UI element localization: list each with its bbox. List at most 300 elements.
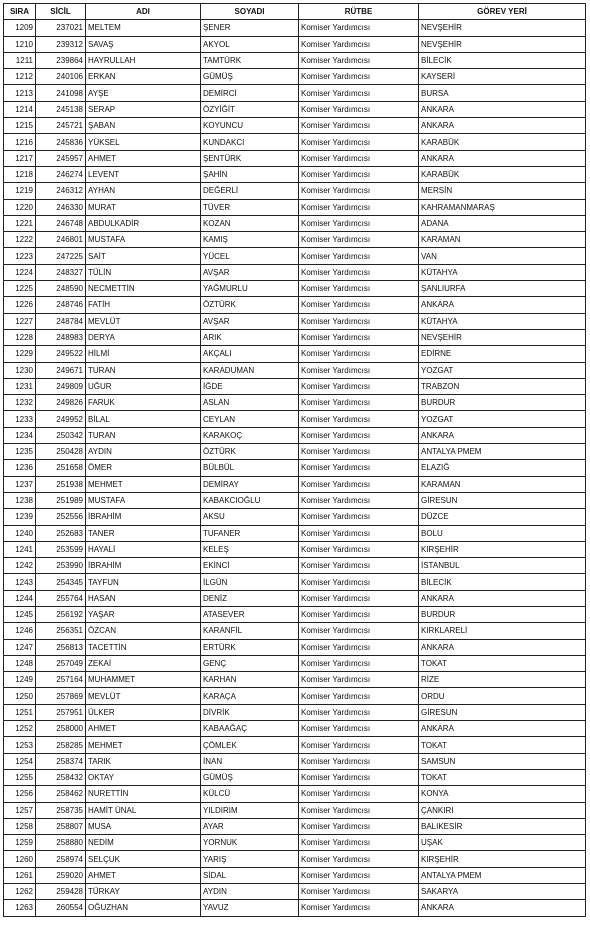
sicil-cell: 256351 <box>36 623 86 639</box>
sira-cell: 1236 <box>4 460 36 476</box>
sira-cell: 1260 <box>4 851 36 867</box>
soyadi-cell: GENÇ <box>201 655 299 671</box>
table-row <box>4 281 586 297</box>
soyadi-cell: AVŞAR <box>201 264 299 280</box>
soyadi-cell: KARAÇA <box>201 688 299 704</box>
adi-cell: ERKAN <box>86 69 201 85</box>
soyadi-cell: YÜCEL <box>201 248 299 264</box>
soyadi-cell: ARIK <box>201 329 299 345</box>
gorev-yeri-cell: SAKARYA <box>419 884 586 900</box>
adi-cell: SAİT <box>86 248 201 264</box>
table-row <box>4 802 586 818</box>
sira-cell: 1237 <box>4 476 36 492</box>
table-row <box>4 36 586 52</box>
soyadi-cell: YARIŞ <box>201 851 299 867</box>
adi-cell: ÖZCAN <box>86 623 201 639</box>
sicil-cell: 259428 <box>36 884 86 900</box>
soyadi-cell: ÖZYİĞİT <box>201 101 299 117</box>
gorev-yeri-cell: ÇANKIRI <box>419 802 586 818</box>
sira-cell: 1233 <box>4 411 36 427</box>
gorev-yeri-cell: ANTALYA PMEM <box>419 867 586 883</box>
rutbe-cell: Komiser Yardımcısı <box>299 590 419 606</box>
soyadi-cell: ŞENER <box>201 20 299 36</box>
sicil-cell: 253599 <box>36 541 86 557</box>
adi-cell: OKTAY <box>86 769 201 785</box>
table-row <box>4 297 586 313</box>
sicil-cell: 256813 <box>36 639 86 655</box>
soyadi-cell: İNAN <box>201 753 299 769</box>
column-header-rutbe: RÜTBE <box>299 4 419 20</box>
rutbe-cell: Komiser Yardımcısı <box>299 362 419 378</box>
gorev-yeri-cell: ANKARA <box>419 900 586 916</box>
sira-cell: 1227 <box>4 313 36 329</box>
sicil-cell: 250342 <box>36 427 86 443</box>
sicil-cell: 245721 <box>36 118 86 134</box>
table-row <box>4 672 586 688</box>
table-row <box>4 721 586 737</box>
gorev-yeri-cell: ANKARA <box>419 427 586 443</box>
soyadi-cell: KARADUMAN <box>201 362 299 378</box>
table-row <box>4 737 586 753</box>
soyadi-cell: KARAKOÇ <box>201 427 299 443</box>
soyadi-cell: AYAR <box>201 818 299 834</box>
sira-cell: 1262 <box>4 884 36 900</box>
rutbe-cell: Komiser Yardımcısı <box>299 313 419 329</box>
adi-cell: TARIK <box>86 753 201 769</box>
adi-cell: ABDULKADİR <box>86 215 201 231</box>
adi-cell: MUSTAFA <box>86 492 201 508</box>
sicil-cell: 258285 <box>36 737 86 753</box>
gorev-yeri-cell: KARABÜK <box>419 134 586 150</box>
table-row <box>4 606 586 622</box>
sira-cell: 1229 <box>4 346 36 362</box>
table-row <box>4 492 586 508</box>
sira-cell: 1253 <box>4 737 36 753</box>
soyadi-cell: YILDIRIM <box>201 802 299 818</box>
gorev-yeri-cell: ŞANLIURFA <box>419 281 586 297</box>
table-row <box>4 558 586 574</box>
soyadi-cell: CEYLAN <box>201 411 299 427</box>
sira-cell: 1223 <box>4 248 36 264</box>
rutbe-cell: Komiser Yardımcısı <box>299 150 419 166</box>
gorev-yeri-cell: YOZGAT <box>419 362 586 378</box>
rutbe-cell: Komiser Yardımcısı <box>299 183 419 199</box>
sira-cell: 1211 <box>4 52 36 68</box>
gorev-yeri-cell: BOLU <box>419 525 586 541</box>
rutbe-cell: Komiser Yardımcısı <box>299 166 419 182</box>
sira-cell: 1222 <box>4 232 36 248</box>
rutbe-cell: Komiser Yardımcısı <box>299 574 419 590</box>
gorev-yeri-cell: GİRESUN <box>419 492 586 508</box>
soyadi-cell: DİVRİK <box>201 704 299 720</box>
adi-cell: SERAP <box>86 101 201 117</box>
table-row <box>4 460 586 476</box>
sira-cell: 1224 <box>4 264 36 280</box>
adi-cell: HAMİT ÜNAL <box>86 802 201 818</box>
gorev-yeri-cell: EDİRNE <box>419 346 586 362</box>
adi-cell: İBRAHİM <box>86 509 201 525</box>
adi-cell: AHMET <box>86 867 201 883</box>
table-row <box>4 134 586 150</box>
gorev-yeri-cell: BURDUR <box>419 606 586 622</box>
table-row <box>4 313 586 329</box>
adi-cell: ÖMER <box>86 460 201 476</box>
sira-cell: 1216 <box>4 134 36 150</box>
sicil-cell: 257951 <box>36 704 86 720</box>
gorev-yeri-cell: NEVŞEHİR <box>419 20 586 36</box>
soyadi-cell: SİDAL <box>201 867 299 883</box>
adi-cell: AHMET <box>86 150 201 166</box>
table-row <box>4 101 586 117</box>
soyadi-cell: ASLAN <box>201 395 299 411</box>
gorev-yeri-cell: YOZGAT <box>419 411 586 427</box>
table-row <box>4 769 586 785</box>
soyadi-cell: GÜMÜŞ <box>201 69 299 85</box>
adi-cell: MUHAMMET <box>86 672 201 688</box>
personnel-table <box>3 3 586 917</box>
adi-cell: ÜLKER <box>86 704 201 720</box>
rutbe-cell: Komiser Yardımcısı <box>299 541 419 557</box>
rutbe-cell: Komiser Yardımcısı <box>299 378 419 394</box>
adi-cell: MEVLÜT <box>86 688 201 704</box>
sira-cell: 1213 <box>4 85 36 101</box>
table-row <box>4 264 586 280</box>
sira-cell: 1220 <box>4 199 36 215</box>
gorev-yeri-cell: ANKARA <box>419 721 586 737</box>
adi-cell: TURAN <box>86 362 201 378</box>
sira-cell: 1214 <box>4 101 36 117</box>
soyadi-cell: KARHAN <box>201 672 299 688</box>
adi-cell: HİLMİ <box>86 346 201 362</box>
gorev-yeri-cell: TOKAT <box>419 769 586 785</box>
adi-cell: LEVENT <box>86 166 201 182</box>
soyadi-cell: İĞDE <box>201 378 299 394</box>
adi-cell: İBRAHİM <box>86 558 201 574</box>
sicil-cell: 249952 <box>36 411 86 427</box>
sicil-cell: 248746 <box>36 297 86 313</box>
table-row <box>4 753 586 769</box>
table-body <box>4 20 586 916</box>
gorev-yeri-cell: ANKARA <box>419 150 586 166</box>
rutbe-cell: Komiser Yardımcısı <box>299 297 419 313</box>
table-row <box>4 232 586 248</box>
table-row <box>4 52 586 68</box>
adi-cell: AYHAN <box>86 183 201 199</box>
sicil-cell: 252683 <box>36 525 86 541</box>
sicil-cell: 258735 <box>36 802 86 818</box>
rutbe-cell: Komiser Yardımcısı <box>299 737 419 753</box>
soyadi-cell: KUNDAKCI <box>201 134 299 150</box>
sira-cell: 1263 <box>4 900 36 916</box>
table-row <box>4 183 586 199</box>
column-header-sicil: SİCİL <box>36 4 86 20</box>
table-row <box>4 215 586 231</box>
adi-cell: YAŞAR <box>86 606 201 622</box>
sicil-cell: 256192 <box>36 606 86 622</box>
gorev-yeri-cell: ANKARA <box>419 639 586 655</box>
table-row <box>4 884 586 900</box>
rutbe-cell: Komiser Yardımcısı <box>299 525 419 541</box>
rutbe-cell: Komiser Yardımcısı <box>299 460 419 476</box>
soyadi-cell: KABAKCIOĞLU <box>201 492 299 508</box>
sira-cell: 1228 <box>4 329 36 345</box>
rutbe-cell: Komiser Yardımcısı <box>299 900 419 916</box>
soyadi-cell: KARANFİL <box>201 623 299 639</box>
column-header-soyadi: SOYADI <box>201 4 299 20</box>
sira-cell: 1245 <box>4 606 36 622</box>
sira-cell: 1250 <box>4 688 36 704</box>
soyadi-cell: BÜLBÜL <box>201 460 299 476</box>
soyadi-cell: ÖZTÜRK <box>201 297 299 313</box>
table-row <box>4 166 586 182</box>
sira-cell: 1241 <box>4 541 36 557</box>
rutbe-cell: Komiser Yardımcısı <box>299 52 419 68</box>
adi-cell: MUSA <box>86 818 201 834</box>
rutbe-cell: Komiser Yardımcısı <box>299 851 419 867</box>
adi-cell: OĞUZHAN <box>86 900 201 916</box>
gorev-yeri-cell: RİZE <box>419 672 586 688</box>
gorev-yeri-cell: KIRŞEHİR <box>419 541 586 557</box>
soyadi-cell: DEĞERLİ <box>201 183 299 199</box>
soyadi-cell: DEMİRCİ <box>201 85 299 101</box>
sira-cell: 1232 <box>4 395 36 411</box>
sicil-cell: 246330 <box>36 199 86 215</box>
sicil-cell: 246801 <box>36 232 86 248</box>
adi-cell: TAYFUN <box>86 574 201 590</box>
soyadi-cell: AKYOL <box>201 36 299 52</box>
adi-cell: NEDİM <box>86 835 201 851</box>
adi-cell: MURAT <box>86 199 201 215</box>
table-row <box>4 835 586 851</box>
gorev-yeri-cell: ADANA <box>419 215 586 231</box>
table-row <box>4 818 586 834</box>
sicil-cell: 258880 <box>36 835 86 851</box>
table-row <box>4 900 586 916</box>
sira-cell: 1215 <box>4 118 36 134</box>
sira-cell: 1238 <box>4 492 36 508</box>
rutbe-cell: Komiser Yardımcısı <box>299 704 419 720</box>
sicil-cell: 245836 <box>36 134 86 150</box>
soyadi-cell: DEMİRAY <box>201 476 299 492</box>
rutbe-cell: Komiser Yardımcısı <box>299 199 419 215</box>
rutbe-cell: Komiser Yardımcısı <box>299 248 419 264</box>
sira-cell: 1261 <box>4 867 36 883</box>
gorev-yeri-cell: DÜZCE <box>419 509 586 525</box>
sicil-cell: 241098 <box>36 85 86 101</box>
rutbe-cell: Komiser Yardımcısı <box>299 688 419 704</box>
table-row <box>4 867 586 883</box>
sicil-cell: 249826 <box>36 395 86 411</box>
gorev-yeri-cell: KARAMAN <box>419 476 586 492</box>
table-row <box>4 329 586 345</box>
rutbe-cell: Komiser Yardımcısı <box>299 36 419 52</box>
sira-cell: 1249 <box>4 672 36 688</box>
soyadi-cell: ATASEVER <box>201 606 299 622</box>
sicil-cell: 248784 <box>36 313 86 329</box>
rutbe-cell: Komiser Yardımcısı <box>299 867 419 883</box>
rutbe-cell: Komiser Yardımcısı <box>299 786 419 802</box>
sicil-cell: 258807 <box>36 818 86 834</box>
rutbe-cell: Komiser Yardımcısı <box>299 85 419 101</box>
sira-cell: 1225 <box>4 281 36 297</box>
gorev-yeri-cell: BİLECİK <box>419 574 586 590</box>
table-row <box>4 541 586 557</box>
table-row <box>4 346 586 362</box>
table-row <box>4 655 586 671</box>
gorev-yeri-cell: SAMSUN <box>419 753 586 769</box>
soyadi-cell: TUFANER <box>201 525 299 541</box>
adi-cell: ŞABAN <box>86 118 201 134</box>
sira-cell: 1252 <box>4 721 36 737</box>
rutbe-cell: Komiser Yardımcısı <box>299 606 419 622</box>
rutbe-cell: Komiser Yardımcısı <box>299 623 419 639</box>
adi-cell: HAYRULLAH <box>86 52 201 68</box>
soyadi-cell: TAMTÜRK <box>201 52 299 68</box>
sira-cell: 1235 <box>4 444 36 460</box>
sira-cell: 1209 <box>4 20 36 36</box>
rutbe-cell: Komiser Yardımcısı <box>299 69 419 85</box>
table-row <box>4 639 586 655</box>
table-row <box>4 786 586 802</box>
rutbe-cell: Komiser Yardımcısı <box>299 509 419 525</box>
sicil-cell: 251658 <box>36 460 86 476</box>
sira-cell: 1244 <box>4 590 36 606</box>
table-row <box>4 623 586 639</box>
sicil-cell: 258974 <box>36 851 86 867</box>
rutbe-cell: Komiser Yardımcısı <box>299 411 419 427</box>
sira-cell: 1256 <box>4 786 36 802</box>
sicil-cell: 246312 <box>36 183 86 199</box>
adi-cell: ZEKAİ <box>86 655 201 671</box>
adi-cell: TÜLİN <box>86 264 201 280</box>
gorev-yeri-cell: ANKARA <box>419 590 586 606</box>
gorev-yeri-cell: KAHRAMANMARAŞ <box>419 199 586 215</box>
adi-cell: SELÇUK <box>86 851 201 867</box>
rutbe-cell: Komiser Yardımcısı <box>299 118 419 134</box>
sicil-cell: 249522 <box>36 346 86 362</box>
sira-cell: 1255 <box>4 769 36 785</box>
rutbe-cell: Komiser Yardımcısı <box>299 476 419 492</box>
gorev-yeri-cell: KAYSERİ <box>419 69 586 85</box>
column-header-gorev-yeri: GÖREV YERİ <box>419 4 586 20</box>
soyadi-cell: İLGÜN <box>201 574 299 590</box>
adi-cell: TACETTİN <box>86 639 201 655</box>
sicil-cell: 246274 <box>36 166 86 182</box>
rutbe-cell: Komiser Yardımcısı <box>299 232 419 248</box>
rutbe-cell: Komiser Yardımcısı <box>299 329 419 345</box>
sicil-cell: 251989 <box>36 492 86 508</box>
rutbe-cell: Komiser Yardımcısı <box>299 655 419 671</box>
soyadi-cell: AYDIN <box>201 884 299 900</box>
sicil-cell: 246748 <box>36 215 86 231</box>
adi-cell: UĞUR <box>86 378 201 394</box>
sicil-cell: 248327 <box>36 264 86 280</box>
gorev-yeri-cell: BURDUR <box>419 395 586 411</box>
sicil-cell: 248983 <box>36 329 86 345</box>
sicil-cell: 257164 <box>36 672 86 688</box>
gorev-yeri-cell: ANTALYA PMEM <box>419 444 586 460</box>
sira-cell: 1240 <box>4 525 36 541</box>
sira-cell: 1217 <box>4 150 36 166</box>
adi-cell: HASAN <box>86 590 201 606</box>
gorev-yeri-cell: ORDU <box>419 688 586 704</box>
soyadi-cell: AKÇALI <box>201 346 299 362</box>
sicil-cell: 248590 <box>36 281 86 297</box>
rutbe-cell: Komiser Yardımcısı <box>299 427 419 443</box>
sicil-cell: 240106 <box>36 69 86 85</box>
adi-cell: TURAN <box>86 427 201 443</box>
sira-cell: 1218 <box>4 166 36 182</box>
sira-cell: 1243 <box>4 574 36 590</box>
adi-cell: DERYA <box>86 329 201 345</box>
sira-cell: 1226 <box>4 297 36 313</box>
table-row <box>4 590 586 606</box>
sira-cell: 1254 <box>4 753 36 769</box>
sicil-cell: 237021 <box>36 20 86 36</box>
table-row <box>4 362 586 378</box>
gorev-yeri-cell: BİLECİK <box>419 52 586 68</box>
sicil-cell: 253990 <box>36 558 86 574</box>
gorev-yeri-cell: KÜTAHYA <box>419 313 586 329</box>
sicil-cell: 257049 <box>36 655 86 671</box>
soyadi-cell: ERTÜRK <box>201 639 299 655</box>
gorev-yeri-cell: KONYA <box>419 786 586 802</box>
table-row <box>4 509 586 525</box>
sicil-cell: 255764 <box>36 590 86 606</box>
gorev-yeri-cell: KARAMAN <box>419 232 586 248</box>
soyadi-cell: KELEŞ <box>201 541 299 557</box>
sira-cell: 1258 <box>4 818 36 834</box>
sicil-cell: 257869 <box>36 688 86 704</box>
adi-cell: MUSTAFA <box>86 232 201 248</box>
rutbe-cell: Komiser Yardımcısı <box>299 444 419 460</box>
rutbe-cell: Komiser Yardımcısı <box>299 20 419 36</box>
soyadi-cell: KAMIŞ <box>201 232 299 248</box>
sicil-cell: 250428 <box>36 444 86 460</box>
soyadi-cell: KOZAN <box>201 215 299 231</box>
sira-cell: 1221 <box>4 215 36 231</box>
sicil-cell: 260554 <box>36 900 86 916</box>
rutbe-cell: Komiser Yardımcısı <box>299 281 419 297</box>
soyadi-cell: TÜVER <box>201 199 299 215</box>
table-row <box>4 411 586 427</box>
sira-cell: 1210 <box>4 36 36 52</box>
adi-cell: BİLAL <box>86 411 201 427</box>
sira-cell: 1257 <box>4 802 36 818</box>
gorev-yeri-cell: TOKAT <box>419 737 586 753</box>
sira-cell: 1259 <box>4 835 36 851</box>
soyadi-cell: KABAAĞAÇ <box>201 721 299 737</box>
rutbe-cell: Komiser Yardımcısı <box>299 672 419 688</box>
column-header-adi: ADI <box>86 4 201 20</box>
rutbe-cell: Komiser Yardımcısı <box>299 639 419 655</box>
rutbe-cell: Komiser Yardımcısı <box>299 818 419 834</box>
gorev-yeri-cell: KÜTAHYA <box>419 264 586 280</box>
adi-cell: AYDIN <box>86 444 201 460</box>
sira-cell: 1230 <box>4 362 36 378</box>
adi-cell: SAVAŞ <box>86 36 201 52</box>
rutbe-cell: Komiser Yardımcısı <box>299 802 419 818</box>
sicil-cell: 252556 <box>36 509 86 525</box>
gorev-yeri-cell: BURSA <box>419 85 586 101</box>
table-row <box>4 20 586 36</box>
adi-cell: HAYALİ <box>86 541 201 557</box>
gorev-yeri-cell: NEVŞEHİR <box>419 329 586 345</box>
gorev-yeri-cell: TRABZON <box>419 378 586 394</box>
table-row <box>4 476 586 492</box>
gorev-yeri-cell: GİRESUN <box>419 704 586 720</box>
table-header-row <box>4 4 586 20</box>
